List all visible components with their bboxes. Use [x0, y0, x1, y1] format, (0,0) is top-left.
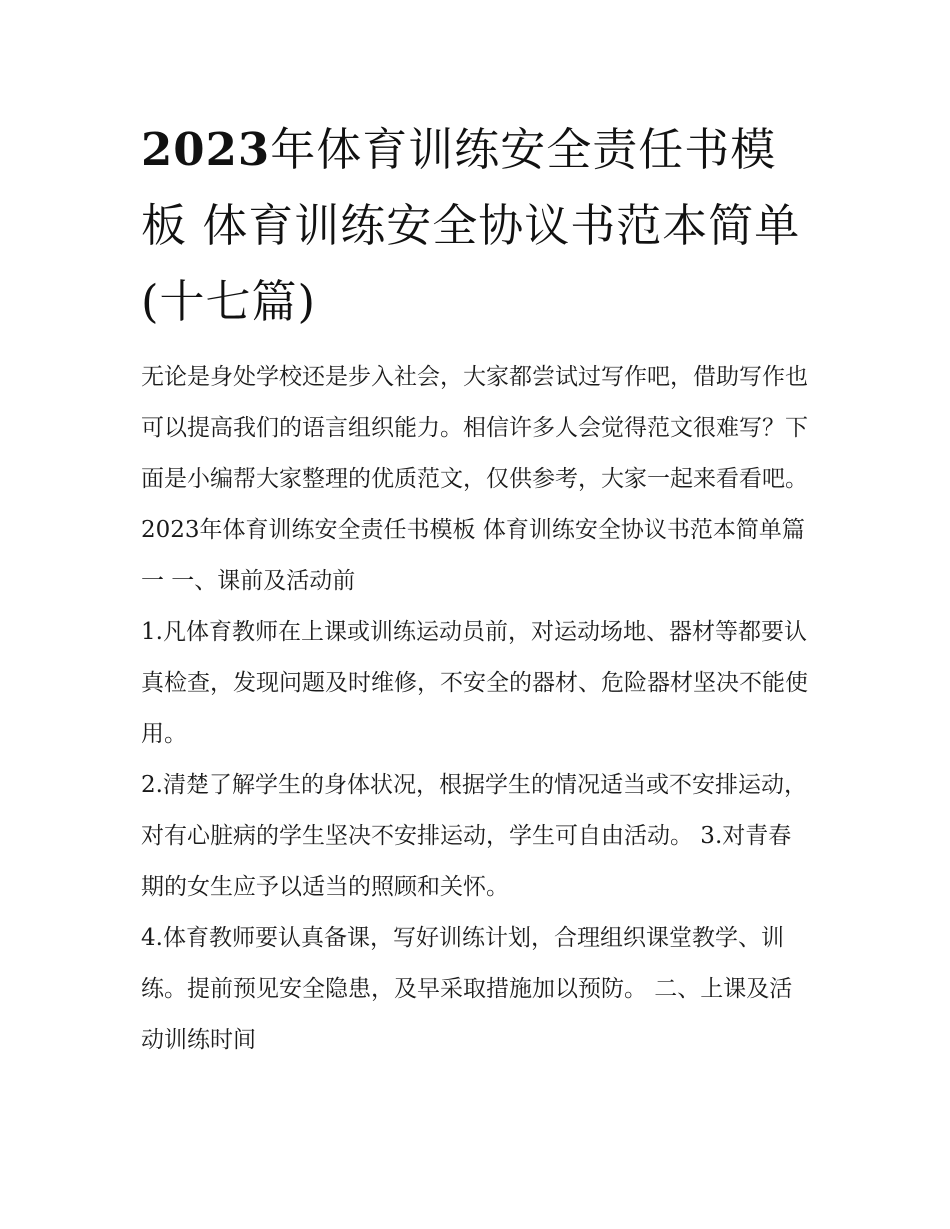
document-body [141, 112, 813, 1066]
paragraph-item-2: 2.清楚了解学生的身体状况，根据学生的情况适当或不安排运动，对有心脏病的学生坚决不安排运动，学生可自由活动。 3.对青春期的女生应予以适当的照顾和关怀。 [141, 772, 807, 900]
intro-paragraph: 无论是身处学校还是步入社会，大家都尝试过写作吧，借助写作也可以提高我们的语言组织能力。相信许多人会觉得范文很难写？下面是小编帮大家整理的优质范文，仅供参考，大家一起来看看吧。 [141, 364, 808, 492]
document-title [141, 112, 813, 340]
title-year: 2023 [141, 123, 271, 176]
section-heading: 2023年体育训练安全责任书模板 体育训练安全协议书范本简单篇一 一、课前及活动前 [141, 517, 805, 594]
paragraph-item-1: 1.凡体育教师在上课或训练运动员前，对运动场地、器材等都要认真检查，发现问题及时维修，不安全的器材、危险器材坚决不能使用。 [141, 619, 808, 747]
paragraph-item-4: 4.体育教师要认真备课，写好训练计划，合理组织课堂教学、训练。提前预见安全隐患，及早采取措施加以预防。 二、上课及活动训练时间 [141, 925, 793, 1053]
title-text: 年体育训练安全责任书模板 体育训练安全协议书范本简单(十七篇) [141, 123, 801, 328]
